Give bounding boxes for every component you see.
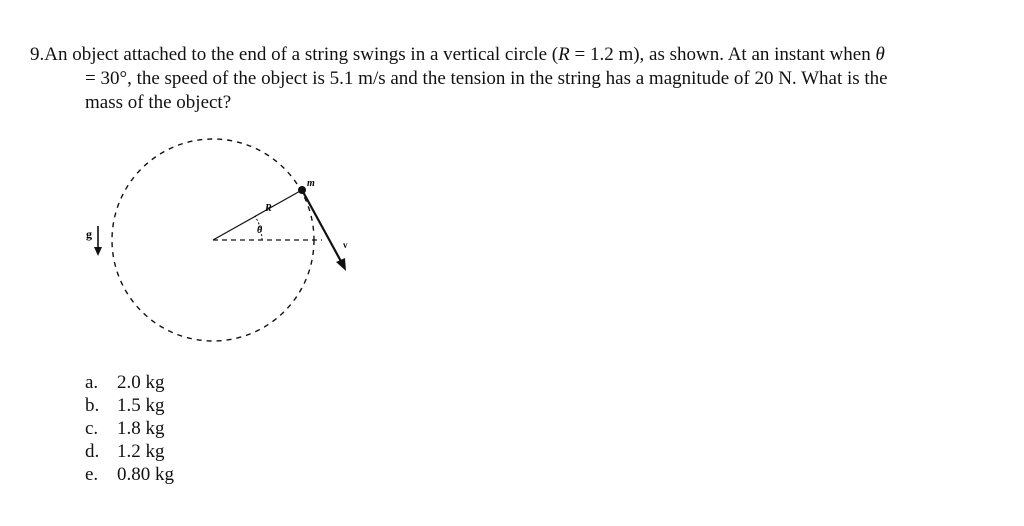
option-letter: d. — [85, 441, 100, 462]
option-text: 2.0 kg — [117, 372, 165, 393]
velocity-label: v — [343, 240, 348, 250]
option-letter: b. — [85, 395, 100, 416]
mass-label: m — [307, 178, 315, 189]
gravity-arrowhead — [94, 247, 102, 256]
radius-label: R — [265, 203, 272, 214]
option-text: 1.2 kg — [117, 441, 165, 462]
question-number: 9. — [30, 44, 45, 65]
option-text: 1.8 kg — [117, 418, 165, 439]
velocity-arrowhead — [336, 258, 346, 271]
option-text: 0.80 kg — [117, 464, 174, 485]
option-letter: e. — [85, 464, 99, 485]
option-a[interactable] — [85, 371, 174, 394]
question-line-3: mass of the object? — [85, 92, 232, 113]
gravity-label: g — [86, 227, 92, 241]
theta-symbol: θ — [875, 44, 885, 65]
question-line-1-prefix: An object attached to the end of a string swings in a vertical circle ( — [44, 44, 559, 65]
option-c[interactable] — [85, 417, 174, 440]
angle-label: θ — [257, 225, 263, 236]
velocity-arrow-line — [302, 190, 343, 265]
option-text: 1.5 kg — [117, 395, 165, 416]
radius-symbol: R — [558, 44, 570, 65]
question-line-2: = 30°, the speed of the object is 5.1 m/s and the tension in the string has a magnitude of 20 N. What is the — [85, 68, 888, 89]
option-e[interactable] — [85, 463, 174, 486]
option-letter: a. — [85, 372, 99, 393]
mass-dot — [298, 186, 306, 194]
option-b[interactable] — [85, 394, 174, 417]
option-d[interactable] — [85, 440, 174, 463]
question-line-1-middle: = 1.2 m), as shown. At an instant when — [569, 44, 876, 65]
answer-options — [85, 371, 174, 486]
option-letter: c. — [85, 418, 99, 439]
